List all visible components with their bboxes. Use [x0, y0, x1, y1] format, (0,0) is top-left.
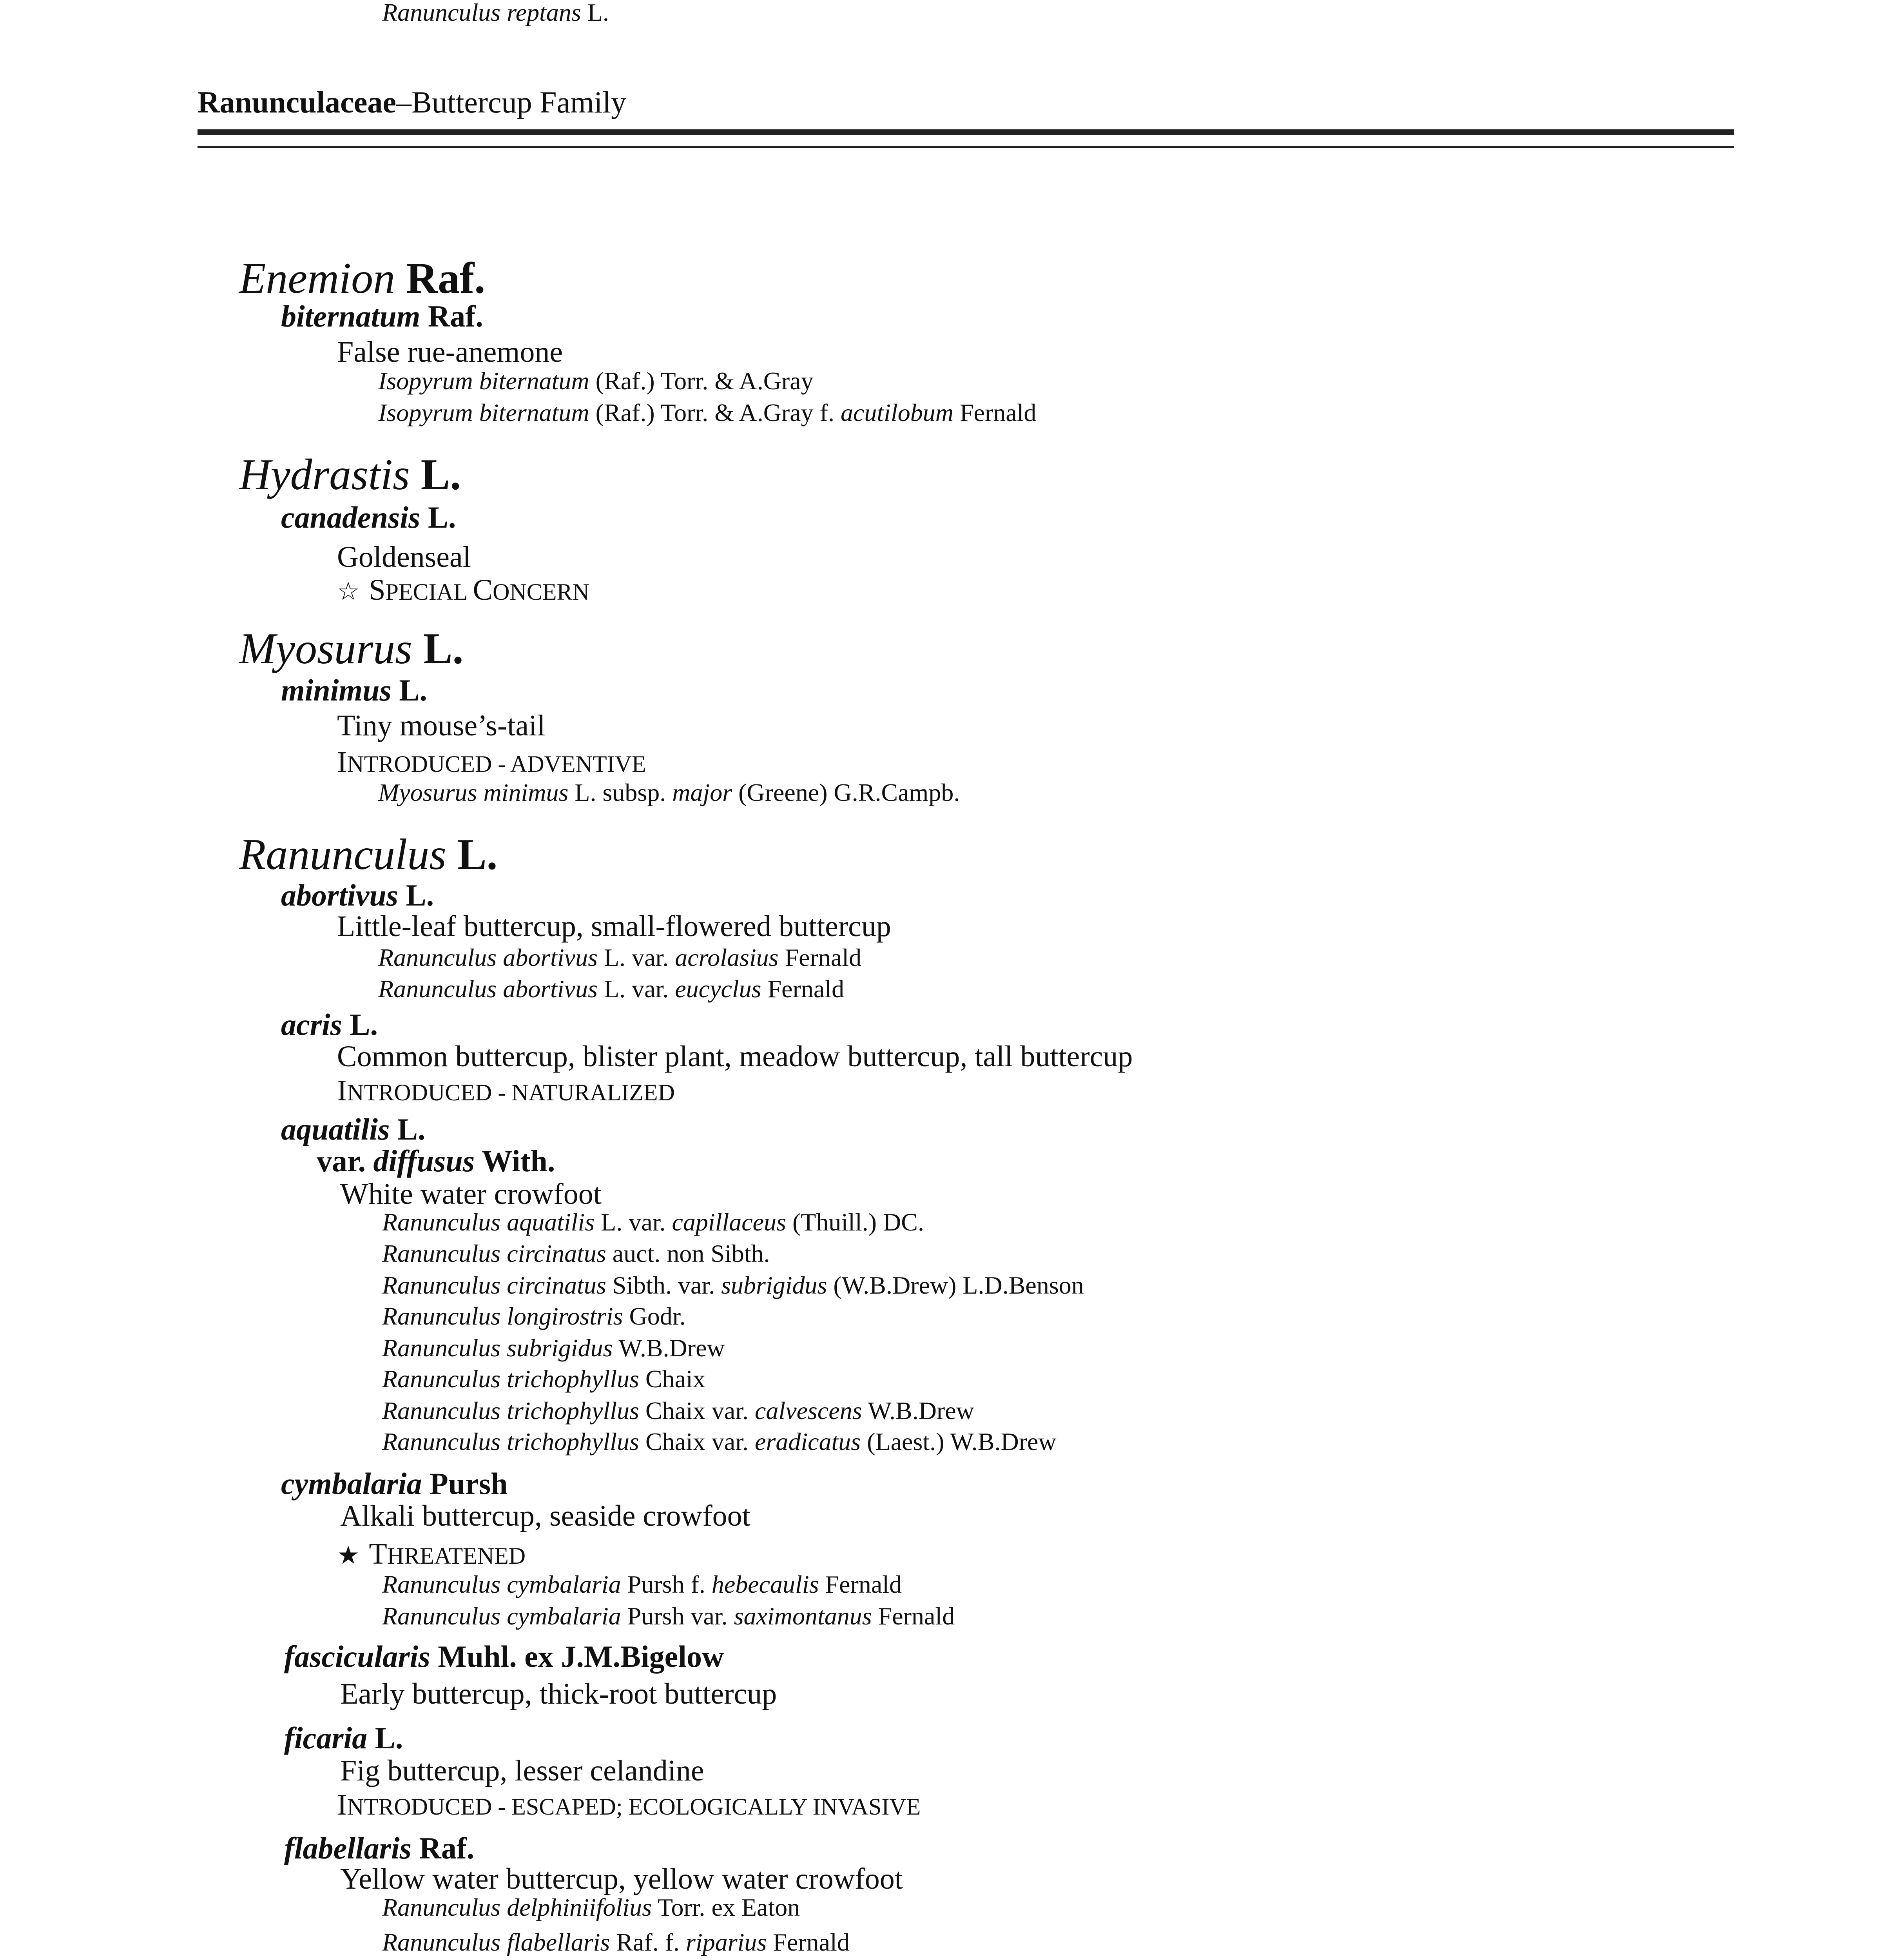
common-name: Early buttercup, thick-root buttercup [340, 1677, 777, 1710]
species-epithet: acris [281, 1007, 342, 1042]
synonym-name-part: Ranunculus circinatus [382, 1240, 606, 1267]
variety-rank: var. [317, 1144, 373, 1178]
status-label [337, 575, 589, 605]
status-text: THREATENED [369, 1537, 526, 1570]
status-label [337, 1076, 675, 1105]
common-name: Yellow water buttercup, yellow water crowfoot [340, 1862, 903, 1895]
common-name: False rue-anemone [337, 336, 563, 368]
synonym-author-part: (Greene) G.R.Campb. [732, 779, 960, 806]
synonym-author-part: Chaix var. [639, 1397, 755, 1425]
synonym [382, 0, 609, 25]
species-heading [281, 502, 456, 533]
synonym-name-part: saximontanus [734, 1602, 872, 1630]
species-epithet: fascicularis [284, 1639, 430, 1673]
synonym-author-part: L. var. [597, 975, 675, 1003]
species-epithet: canadensis [281, 500, 421, 534]
synonym-author-part: (Raf.) Torr. & A.Gray [589, 367, 814, 395]
common-name: Tiny mouse’s-tail [337, 709, 546, 742]
synonym-author-part: L. subsp. [568, 779, 672, 806]
synonym [382, 1304, 686, 1329]
common-name: Fig buttercup, lesser celandine [340, 1754, 704, 1787]
synonym-name-part: acrolasius [675, 944, 779, 971]
species-heading [284, 1641, 724, 1672]
synonym-name-part: Ranunculus reptans [382, 0, 581, 26]
synonym [382, 1930, 850, 1955]
synonym-name-part: Isopyrum biternatum [378, 367, 589, 395]
synonym-name-part: calvescens [755, 1397, 862, 1425]
synonym-author-part: Raf. f. [610, 1928, 686, 1956]
synonym-name-part: Myosurus minimus [378, 779, 569, 806]
synonym-author-part: Fernald [872, 1602, 955, 1630]
synonym-author-part: Chaix [639, 1365, 705, 1393]
genus-heading [239, 624, 464, 673]
synonym-name-part: Ranunculus aquatilis [382, 1208, 595, 1236]
synonym [382, 1336, 725, 1361]
common-name: White water crowfoot [340, 1178, 602, 1210]
synonym [382, 1367, 705, 1392]
synonym-author-part: (Raf.) Torr. & A.Gray f. [589, 399, 841, 426]
synonym [382, 1895, 800, 1920]
synonym-author-part: Fernald [819, 1570, 902, 1598]
synonym-author-part: Chaix var. [639, 1428, 755, 1455]
synonym-author-part: L. [581, 0, 609, 26]
genus-name: Enemion [239, 254, 395, 303]
synonym [382, 1273, 1084, 1298]
synonym [378, 368, 814, 394]
synonym-author-part: Fernald [778, 944, 862, 971]
species-epithet: minimus [281, 673, 392, 707]
synonym [378, 400, 1036, 425]
species-heading [284, 1833, 474, 1864]
genus-name: Ranunculus [239, 830, 446, 879]
synonym-name-part: Ranunculus delphiniifolius [382, 1893, 652, 1921]
common-name: Alkali buttercup, seaside crowfoot [340, 1499, 750, 1532]
synonym [382, 1210, 924, 1235]
status-label [337, 1539, 526, 1569]
synonym-author-part: W.B.Drew [613, 1334, 725, 1362]
genus-heading [239, 830, 498, 879]
species-epithet: abortivus [281, 878, 399, 912]
status-text: INTRODUCED - ADVENTIVE [337, 746, 646, 779]
status-text: INTRODUCED - ESCAPED; ECOLOGICALLY INVASIVE [337, 1788, 921, 1821]
synonym-name-part: Ranunculus trichophyllus [382, 1397, 639, 1425]
synonym-author-part: (W.B.Drew) L.D.Benson [827, 1271, 1084, 1299]
genus-name: Hydrastis [239, 450, 410, 499]
species-authority: Raf. [411, 1831, 475, 1865]
synonym-name-part: Ranunculus cymbalaria [382, 1570, 621, 1598]
synonym-name-part: Ranunculus longirostris [382, 1302, 623, 1330]
variety-epithet: diffusus [373, 1144, 475, 1178]
genus-heading [239, 450, 461, 499]
synonym [382, 1604, 955, 1629]
synonym-name-part: Ranunculus subrigidus [382, 1334, 613, 1362]
family-name: Ranunculaceae [198, 85, 396, 119]
species-heading [281, 675, 427, 706]
genus-authority: L. [446, 830, 498, 879]
species-epithet: flabellaris [284, 1831, 411, 1865]
synonym-name-part: Ranunculus circinatus [382, 1271, 606, 1299]
synonym-name-part: Ranunculus abortivus [378, 944, 598, 971]
genus-authority: Raf. [395, 254, 486, 303]
synonym [382, 1398, 974, 1423]
species-heading [281, 1009, 378, 1040]
synonym-name-part: hebecaulis [711, 1570, 819, 1598]
synonym-name-part: Isopyrum biternatum [378, 399, 589, 426]
species-heading [281, 1114, 425, 1145]
synonym [382, 1429, 1057, 1454]
synonym-name-part: eucyclus [675, 975, 761, 1003]
synonym-author-part: Sibth. var. [606, 1271, 721, 1299]
common-name: Little-leaf buttercup, small-flowered buttercup [337, 910, 891, 943]
species-authority: L. [390, 1112, 426, 1146]
variety-authority: With. [475, 1144, 555, 1178]
synonym-name-part: major [672, 779, 732, 806]
synonym [382, 1241, 770, 1266]
synonym-name-part: Ranunculus cymbalaria [382, 1602, 621, 1630]
synonym-author-part: (Laest.) W.B.Drew [861, 1428, 1057, 1455]
species-authority: L. [367, 1721, 403, 1755]
status-text: SPECIAL CONCERN [369, 573, 589, 606]
outline-star-icon: ☆ [337, 577, 360, 605]
variety-heading [317, 1146, 555, 1176]
synonym-author-part: Fernald [767, 1928, 850, 1956]
synonym-author-part: auct. non Sibth. [606, 1240, 770, 1267]
filled-star-icon: ★ [337, 1541, 360, 1569]
species-authority: L. [398, 878, 434, 912]
genus-authority: L. [410, 450, 461, 499]
genus-authority: L. [412, 624, 464, 673]
synonym-author-part: (Thuill.) DC. [786, 1208, 924, 1236]
synonym-name-part: Ranunculus flabellaris [382, 1928, 610, 1956]
common-name: Goldenseal [337, 541, 471, 573]
species-heading [281, 301, 483, 332]
synonym-name-part: Ranunculus abortivus [378, 975, 598, 1003]
synonym-name-part: Ranunculus trichophyllus [382, 1428, 639, 1455]
genus-name: Myosurus [239, 624, 412, 673]
common-name: Common buttercup, blister plant, meadow buttercup, tall buttercup [337, 1040, 1133, 1073]
synonym-name-part: subrigidus [721, 1271, 827, 1299]
species-authority: Pursh [422, 1466, 508, 1501]
species-heading [284, 1723, 403, 1753]
synonym-name-part: acutilobum [840, 399, 953, 426]
synonym-author-part: L. var. [595, 1208, 672, 1236]
species-heading [281, 1468, 508, 1499]
synonym-name-part: eradicatus [755, 1428, 861, 1455]
synonym [378, 976, 844, 1002]
synonym-name-part: Ranunculus trichophyllus [382, 1365, 639, 1393]
synonym-author-part: Godr. [623, 1302, 686, 1330]
status-label [337, 747, 646, 777]
synonym-author-part: Fernald [761, 975, 845, 1003]
status-label [337, 1790, 921, 1820]
synonym-author-part: Pursh var. [621, 1602, 734, 1630]
species-heading [281, 880, 434, 911]
synonym-author-part: Torr. ex Eaton [651, 1893, 800, 1921]
family-common-name: –Buttercup Family [396, 85, 627, 119]
synonym-name-part: riparius [686, 1928, 767, 1956]
synonym-author-part: W.B.Drew [862, 1397, 974, 1425]
species-epithet: biternatum [281, 299, 421, 333]
species-authority: L. [420, 500, 456, 534]
species-epithet: ficaria [284, 1721, 368, 1755]
species-authority: L. [342, 1007, 378, 1042]
synonym-name-part: capillaceus [672, 1208, 786, 1236]
synonym [382, 1572, 902, 1597]
synonym [378, 780, 960, 805]
species-authority: L. [391, 673, 427, 707]
synonym-author-part: Pursh f. [621, 1570, 712, 1598]
species-epithet: aquatilis [281, 1112, 390, 1146]
synonym [378, 945, 861, 970]
species-authority: Raf. [420, 299, 483, 333]
synonym-author-part: L. var. [597, 944, 675, 971]
status-text: INTRODUCED - NATURALIZED [337, 1074, 675, 1107]
species-epithet: cymbalaria [281, 1466, 422, 1501]
genus-heading [239, 254, 486, 303]
species-authority: Muhl. ex J.M.Bigelow [430, 1639, 724, 1673]
synonym-author-part: Fernald [953, 399, 1037, 426]
